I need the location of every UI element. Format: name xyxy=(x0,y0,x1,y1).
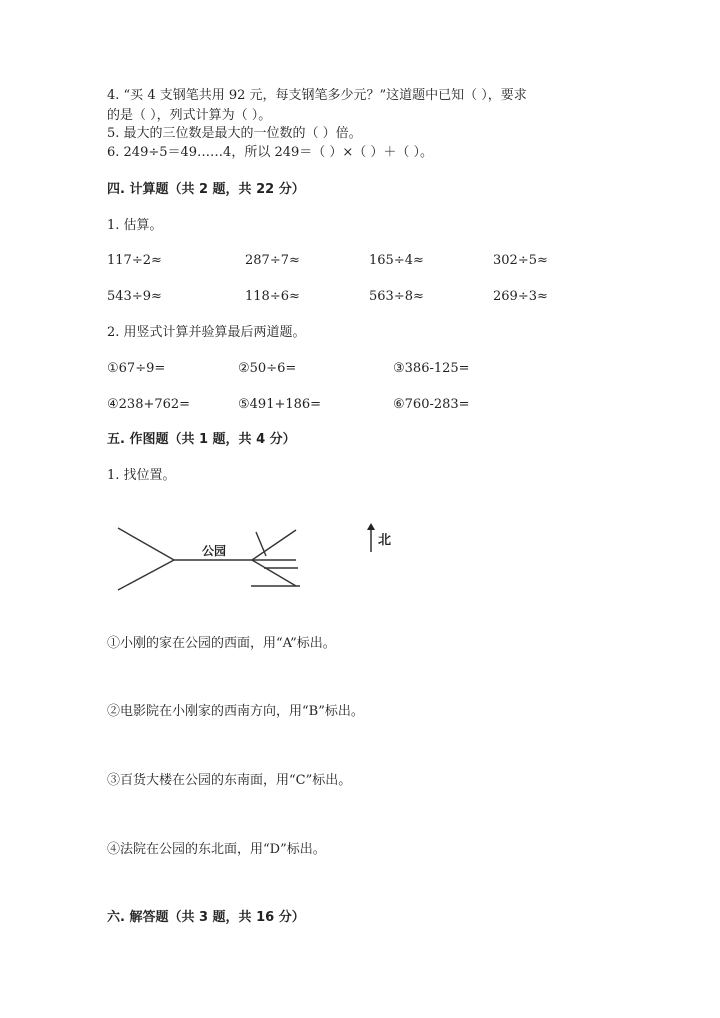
map-task-4: ④法院在公园的东北面，用“D”标出。 xyxy=(107,842,326,857)
estimate-item: 165÷4≈ xyxy=(369,253,424,268)
map-task-3: ③百货大楼在公园的东南面，用“C”标出。 xyxy=(107,773,352,788)
map-task-1: ①小刚的家在公园的西面，用“A”标出。 xyxy=(107,636,336,651)
vertical-calc-item: ④238+762= xyxy=(107,397,191,412)
estimate-item: 118÷6≈ xyxy=(245,289,300,304)
section-6-heading: 六. 解答题（共 3 题，共 16 分） xyxy=(107,910,305,925)
map-road-line xyxy=(118,560,174,590)
question-4-line-2: 的是（ ），列式计算为（ ）。 xyxy=(107,108,272,123)
estimate-item: 302÷5≈ xyxy=(493,253,548,268)
map-road-line xyxy=(118,528,174,560)
question-5: 5. 最大的三位数是最大的一位数的（ ）倍。 xyxy=(107,126,362,141)
map-road-line xyxy=(252,560,296,586)
map-park-label: 公园 xyxy=(202,544,227,558)
vertical-calc-item: ①67÷9= xyxy=(107,361,166,376)
find-position-title: 1. 找位置。 xyxy=(107,468,176,483)
section-4-heading: 四. 计算题（共 2 题，共 22 分） xyxy=(107,182,305,197)
map-road-line xyxy=(252,530,296,560)
north-arrowhead-icon xyxy=(367,523,375,530)
map-north-label: 北 xyxy=(378,533,392,548)
estimate-title: 1. 估算。 xyxy=(107,218,163,233)
estimate-item: 563÷8≈ xyxy=(369,289,424,304)
map-task-2: ②电影院在小刚家的西南方向，用“B”标出。 xyxy=(107,704,364,719)
vertical-calc-item: ⑥760-283= xyxy=(393,397,470,412)
question-4-line-1: 4. “买 4 支钢笔共用 92 元，每支钢笔多少元？”这道题中已知（ ），要求 xyxy=(107,88,527,103)
park-map xyxy=(110,520,410,600)
estimate-item: 117÷2≈ xyxy=(107,253,162,268)
estimate-item: 543÷9≈ xyxy=(107,289,162,304)
estimate-item: 269÷3≈ xyxy=(493,289,548,304)
question-6: 6. 249÷5＝49……4，所以 249＝（ ）×（ ）＋（ ）。 xyxy=(107,145,434,160)
vertical-calc-title: 2. 用竖式计算并验算最后两道题。 xyxy=(107,325,306,340)
estimate-item: 287÷7≈ xyxy=(245,253,300,268)
map-road-line xyxy=(256,532,266,556)
vertical-calc-item: ②50÷6= xyxy=(238,361,297,376)
vertical-calc-item: ③386-125= xyxy=(393,361,470,376)
section-5-heading: 五. 作图题（共 1 题，共 4 分） xyxy=(107,432,296,447)
vertical-calc-item: ⑤491+186= xyxy=(238,397,322,412)
